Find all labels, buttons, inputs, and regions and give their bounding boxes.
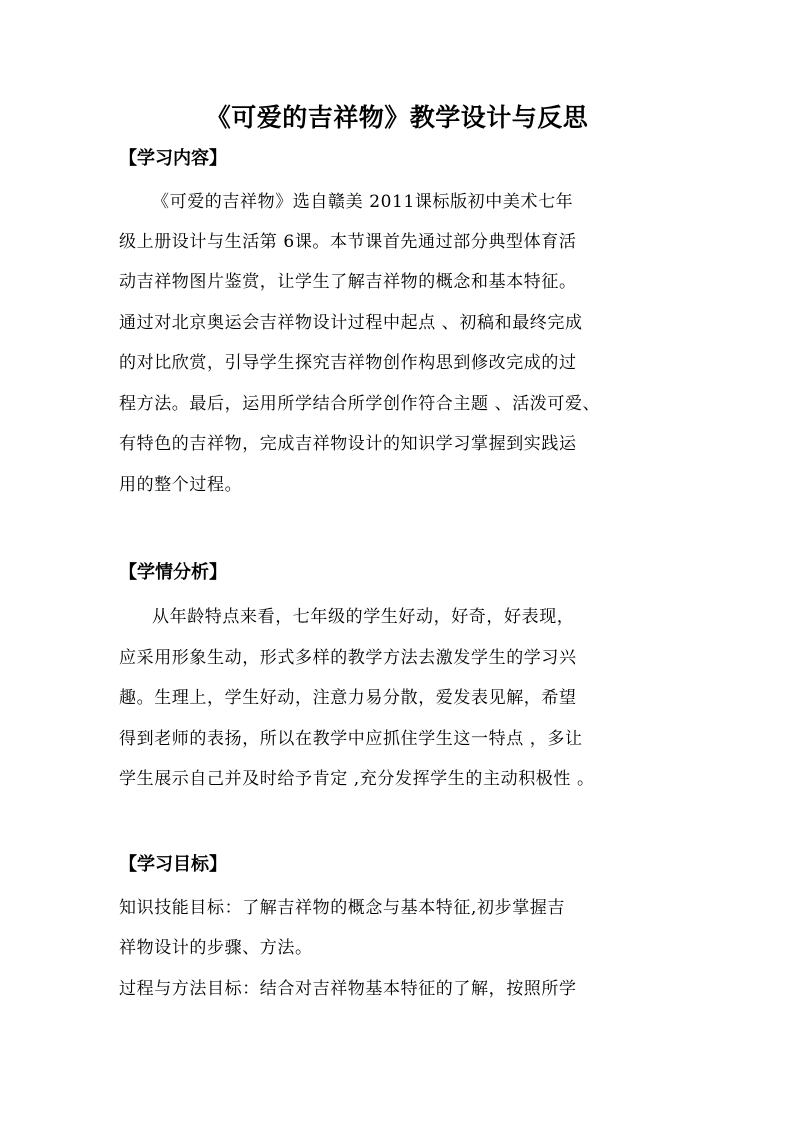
section-heading-content: 【学习内容】 [119, 148, 227, 169]
paragraph-line: 用的整个过程。 [119, 475, 243, 495]
section-heading-objectives: 【学习目标】 [119, 854, 227, 875]
paragraph-line: 级上册设计与生活第 6课。本节课首先通过部分典型体育活 [119, 232, 577, 252]
paragraph-line: 程方法。最后，运用所学结合所学创作符合主题 、活泼可爱、 [119, 394, 601, 414]
section-heading-analysis: 【学情分析】 [119, 562, 227, 583]
paragraph-line: 过程与方法目标：结合对吉祥物基本特征的了解，按照所学 [119, 979, 577, 999]
paragraph-line: 动吉祥物图片鉴赏，让学生了解吉祥物的概念和基本特征。 [119, 272, 577, 292]
paragraph-line: 从年龄特点来看，七年级的学生好动，好奇，好表现， [152, 607, 575, 627]
paragraph-line: 应采用形象生动，形式多样的教学方法去激发学生的学习兴 [119, 648, 577, 668]
paragraph-line: 得到老师的表扬，所以在教学中应抓住学生这一特点 ，多让 [119, 729, 583, 749]
paragraph-line: 《可爱的吉祥物》选自赣美 2011课标版初中美术七年 [152, 192, 574, 212]
paragraph-line: 知识技能目标：了解吉祥物的概念与基本特征,初步掌握吉 [119, 898, 566, 918]
paragraph-line: 趣。生理上，学生好动，注意力易分散，爱发表见解，希望 [119, 688, 577, 708]
paragraph-line: 通过对北京奥运会吉祥物设计过程中起点 、初稿和最终完成 [119, 313, 583, 333]
paragraph-line: 的对比欣赏，引导学生探究吉祥物创作构思到修改完成的过 [119, 353, 577, 373]
paragraph-line: 学生展示自己并及时给予肯定 ,充分发挥学生的主动积极性 。 [119, 769, 595, 789]
document-title: 《可爱的吉祥物》教学设计与反思 [205, 103, 589, 132]
paragraph-line: 祥物设计的步骤、方法。 [119, 938, 313, 958]
paragraph-line: 有特色的吉祥物，完成吉祥物设计的知识学习掌握到实践运 [119, 434, 577, 454]
